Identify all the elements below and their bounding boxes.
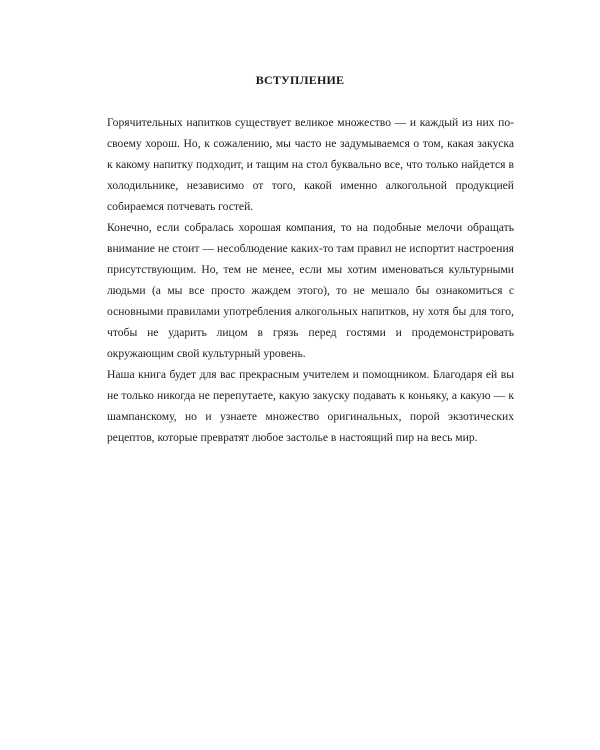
chapter-title: ВСТУПЛЕНИЕ (255, 73, 345, 87)
paragraph-intro: Горячительных напитков существует великое множество — и каждый из них по-своему хорош. Но, к сожалению, мы часто не задумываемся о том, какая закуска к какому напитку подходит, и тащим на стол буквально все, что только найдется в холодильнике, независимо от того, какой именно алкогольной продукцией собираемся потчевать гостей. (107, 116, 514, 213)
paragraph-company: Конечно, если собралась хорошая компания, то на подобные мелочи обращать внимание не стоит — несоблюдение каких-то там правил не испортит настроения присутствующим. Но, тем не менее, если мы хотим именоваться культурными людьми (а мы все просто жаждем этого), то не мешало бы ознакомиться с основными правилами употребления алкогольных напитков, ну хотя бы для того, чтобы не ударить лицом в грязь перед гостями и продемонстрировать окружающим свой культурный уровень. (107, 221, 514, 360)
body-text (107, 112, 514, 448)
paragraph-book: Наша книга будет для вас прекрасным учителем и помощником. Благодаря ей вы не только никогда не перепутаете, какую закуску подавать к коньяку, а какую — к шампанскому, но и узнаете множество оригинальных, порой экзотических рецептов, которые превратят любое застолье в настоящий пир на весь мир. (107, 368, 514, 444)
